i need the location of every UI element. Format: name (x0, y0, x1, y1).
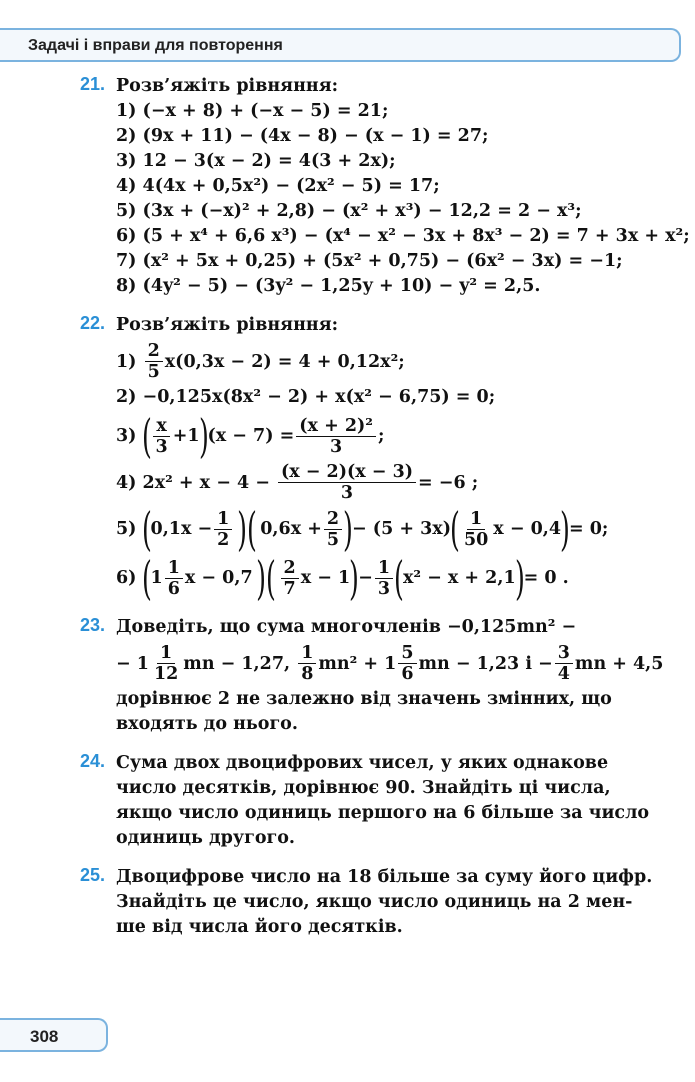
eq-label: 5) (116, 519, 137, 539)
equation-line: 4) 4(4x + 0,5x²) − (2x² − 5) = 17; (116, 176, 440, 196)
fraction: $\frac{(x - 2)(x - 3)}{3}$ (278, 462, 416, 503)
eq-text: 4) 2x² + x − 4 − (116, 472, 270, 493)
equation-2: 2) −0,125x(8x² − 2) + x(x² − 6,75) = 0; (116, 387, 496, 407)
problem-21 (80, 74, 690, 299)
fraction: $\frac{2}{5}$ (324, 509, 342, 550)
equation-4 (116, 462, 640, 503)
equation-line: 6) (5 + x⁴ + 6,6 x³) − (x⁴ − x² − 3x + 8x³ − 2) = 7 + 3x + x²; (116, 226, 690, 246)
text-line: дорівнює 2 не залежно від значень змінних, що (116, 689, 612, 709)
problem-23 (80, 615, 664, 737)
problem-25 (80, 865, 653, 940)
header-bar (0, 28, 681, 62)
eq-label: 6) (116, 568, 137, 588)
fraction: 1 8 (298, 643, 316, 684)
text-line: Знайдіть це число, якщо число одиниць на 2 мен- (116, 892, 633, 912)
equation-3: 3) ( x 3 +1 ) (x − 7) = $\frac{\text{(x + 2)²}}{3}$ ; (116, 409, 385, 463)
text-line: якщо число одиниць першого на 6 більше за число (116, 803, 650, 823)
equation-line: 2) (9x + 11) − (4x − 8) − (x − 1) = 27; (116, 126, 489, 146)
page-number: 308 (30, 1027, 59, 1046)
fraction: 2 5 (145, 341, 163, 382)
problem-title: Розв’яжіть рівняння: (116, 315, 339, 335)
eq-text: ; (377, 426, 385, 446)
problem-number: 22. (80, 313, 106, 333)
text-line: одиниць другого. (116, 828, 295, 848)
fraction: x 3 (153, 416, 171, 457)
eq-text: x(0,3x − 2) = 4 + 0,12x²; (164, 351, 405, 372)
fraction: 1 6 (165, 558, 183, 599)
fraction: 1 50 (463, 508, 489, 550)
equation-line: 3) 12 − 3(x − 2) = 4(3 + 2x); (116, 151, 396, 171)
equation-1 (116, 341, 640, 382)
text-line: число десятків, дорівнює 90. Знайдіть ці числа, (116, 778, 611, 798)
polynomial-line: − 1 1 12 mn − 1,27, 1 8 mn² + 1 5 6 mn − 1,23 і − $\frac{3}{4}$ mn + 4,5 (116, 643, 664, 684)
text-line: ше від числа його десятків. (116, 917, 403, 937)
equation-6: 6) ( 1 1 6 x − 0,7 )( 2 7 x − 1 ) − $\frac{1}{3}$ ( x² − x + 2,1 ) = 0 . (116, 551, 569, 605)
fraction: 2 7 (281, 558, 299, 599)
equation-line: 8) (4y² − 5) − (3y² − 1,25y + 10) − y² = 2,5. (116, 276, 541, 296)
problem-number: 25. (80, 865, 106, 885)
equation-line: 5) (3x + (−x)² + 2,8) − (x² + x³) − 12,2 = 2 − x³; (116, 201, 582, 221)
eq-text: +1 (172, 426, 200, 446)
fraction: $\frac{3}{4}$ (555, 643, 573, 684)
equation-5: 5) ( 0,1x − $\frac{1}{2}$ )( 0,6x + $\frac{2}{5}$ ) − (5 + 3x) ( 1 50 x − 0,4 ) = 0; (116, 502, 609, 556)
problem-number: 21. (80, 74, 106, 94)
eq-text: = 0; (568, 519, 609, 539)
equation-line: 1) (−x + 8) + (−x − 5) = 21; (116, 101, 389, 121)
problem-22 (80, 313, 640, 605)
eq-text: (x − 7) = (207, 426, 295, 446)
eq-label: 3) (116, 426, 137, 446)
fraction: 1 12 (153, 643, 179, 684)
eq-text: = 0 . (523, 568, 569, 588)
page-number-tab (0, 1018, 108, 1052)
fraction: $\frac{\text{(x + 2)²}}{3}$ (296, 416, 376, 457)
text-line: Двоцифрове число на 18 більше за суму його цифр. (116, 867, 653, 887)
text-line: Доведіть, що сума многочленів −0,125mn² − (116, 617, 577, 637)
fraction: 5 6 (398, 643, 416, 684)
eq-text: = −6 ; (418, 472, 479, 493)
text-line: входять до нього. (116, 714, 298, 734)
problem-number: 24. (80, 751, 106, 771)
problem-24 (80, 751, 650, 851)
fraction: $\frac{1}{2}$ (214, 509, 232, 550)
page-title: Задачі і вправи для повторення (28, 37, 283, 54)
fraction: $\frac{1}{3}$ (375, 558, 393, 599)
equation-line: 7) (x² + 5x + 0,25) + (5x² + 0,75) − (6x² − 3x) = −1; (116, 251, 623, 271)
problem-number: 23. (80, 615, 106, 635)
problem-title: Розв’яжіть рівняння: (116, 76, 339, 96)
eq-label: 1) (116, 351, 137, 372)
text-line: Сума двох двоцифрових чисел, у яких однакове (116, 753, 609, 773)
content (80, 74, 690, 954)
